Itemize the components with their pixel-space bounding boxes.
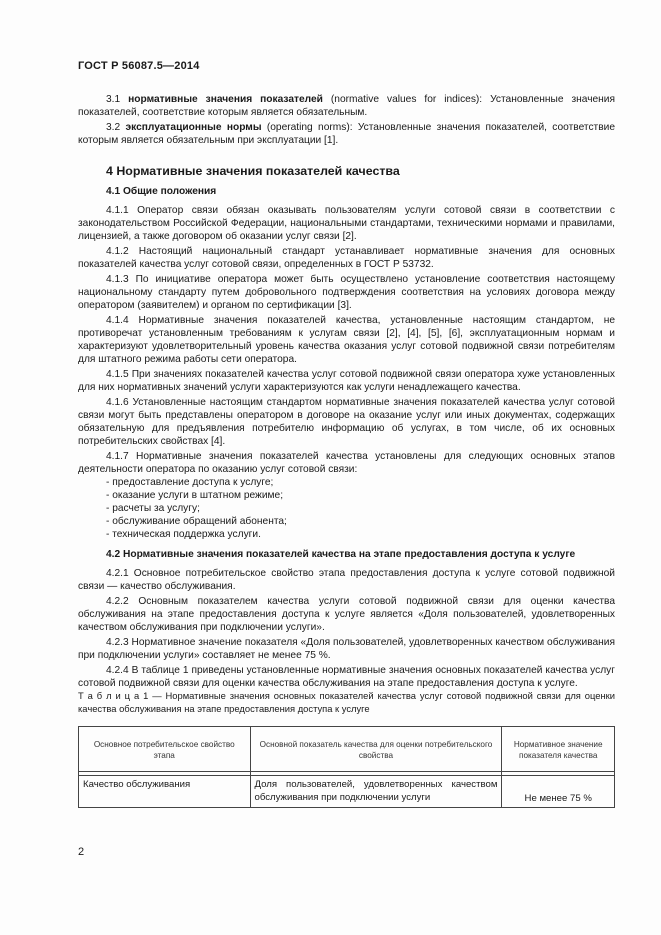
document-code-header: ГОСТ Р 56087.5—2014 <box>78 60 200 72</box>
paragraph-4-1-5: 4.1.5 При значениях показателей качества услуг сотовой подвижной связи оператора хуже установленных для них нормативных значений услуги характеризуются как услуги ненадлежащего качества. <box>78 369 615 393</box>
table-header-row <box>79 727 615 772</box>
list-item: - техническая поддержка услуги. <box>106 529 261 540</box>
definition-term: нормативные значения показателей <box>128 94 323 105</box>
paragraph-4-1-7: 4.1.7 Нормативные значения показателей качества установлены для следующих основных этапов деятельности оператора по оказанию услуг сотовой связи: <box>78 451 615 475</box>
paragraph-4-2-4: 4.2.4 В таблице 1 приведены установленные нормативные значения основных показателей качества услуг сотовой подвижной связи для оценки качества обслуживания на этапе предоставления доступа к услуге. <box>78 665 615 689</box>
section-4-title: 4 Нормативные значения показателей качества <box>106 164 400 178</box>
definition-number: 3.2 <box>106 122 121 133</box>
paragraph-4-1-4: 4.1.4 Нормативные значения показателей качества, установленные настоящим стандартом, не противоречат установленным требованиям к услугам связи [2], [4], [5], [6], эксплуатационным нормам и характеризуют удовлетворительный уровень качества оказания услуг сотовой подвижной связи потребителям для штатного режима работы сети оператора. <box>78 315 615 365</box>
paragraph-4-1-1: 4.1.1 Оператор связи обязан оказывать пользователям услуги сотовой связи в соответствии с законодательством Российской Федерации, национальными стандартами, техническими нормами и правилами, лицензией, а также договором об оказании услуг связи [2]. <box>78 205 615 242</box>
paragraph-4-1-2: 4.1.2 Настоящий национальный стандарт устанавливает нормативные значения для основных показателей качества услуг сотовой связи, определенных в ГОСТ Р 53732. <box>78 246 615 270</box>
cell-indicator: Доля пользователей, удовлетворенных качеством обслуживания при подключении услуги <box>250 776 502 808</box>
page-number: 2 <box>78 846 85 858</box>
activity-stages-list <box>78 476 615 541</box>
list-item: - расчеты за услугу; <box>106 503 200 514</box>
definition-3-2 <box>78 121 615 147</box>
list-item: - оказание услуги в штатном режиме; <box>106 490 284 501</box>
definition-3-1 <box>78 93 615 119</box>
table-1-caption: Т а б л и ц а 1 — Нормативные значения основных показателей качества услуг сотовой подвижной связи для оценки качества обслуживания на этапе предоставления доступа к услуге <box>78 690 615 714</box>
cell-value: Не менее 75 % <box>502 776 615 808</box>
paragraph-4-1-3: 4.1.3 По инициативе оператора может быть осуществлено установление соответствия настоящему национальному стандарту путем добровольного подтверждения соответствия на условиях договора между оператором (заявителем) и органом по сертификации [3]. <box>78 274 615 311</box>
definition-number: 3.1 <box>106 94 121 105</box>
column-header-indicator: Основной показатель качества для оценки потребительского свойства <box>250 727 502 772</box>
list-item: - обслуживание обращений абонента; <box>106 516 287 527</box>
paragraph-4-2-1: 4.2.1 Основное потребительское свойство этапа предоставления доступа к услуге сотовой подвижной связи — качество обслуживания. <box>78 568 615 592</box>
definition-term: эксплуатационные нормы <box>125 122 262 133</box>
column-header-value: Нормативное значение показателя качества <box>502 727 615 772</box>
definition-text: (operating norms): Установленные значения показателей, соответствие которым является обязательным при эксплуатации [1]. <box>78 122 615 146</box>
paragraph-4-1-6: 4.1.6 Установленные настоящим стандартом нормативные значения показателей качества услуг сотовой связи могут быть представлены оператором в договоре на оказание услуг или иных документах, содержащих обязательную для предъявления потребителю информацию об услугах, в том числе, об их основных потребительских свойствах [4]. <box>78 397 615 447</box>
subsection-4-1-title: 4.1 Общие положения <box>106 186 217 197</box>
definition-text: (normative values for indices): Установленные значения показателей, соответствие которым является обязательным. <box>78 94 616 118</box>
cell-property: Качество обслуживания <box>79 776 251 808</box>
column-header-property: Основное потребительское свойство этапа <box>79 727 251 772</box>
paragraph-4-2-2: 4.2.2 Основным показателем качества услуги сотовой подвижной связи для оценки качества обслуживания на этапе предоставления доступа к услуге является «Доля пользователей, удовлетворенных качеством обслуживания при подключении услуги». <box>78 596 615 633</box>
subsection-4-2-title: 4.2 Нормативные значения показателей качества на этапе предоставления доступа к услуге <box>106 549 576 560</box>
table-row <box>79 776 615 808</box>
paragraph-4-2-3: 4.2.3 Нормативное значение показателя «Доля пользователей, удовлетворенных качеством обслуживания при подключении услуги» составляет не менее 75 %. <box>78 637 615 661</box>
list-item: - предоставление доступа к услуге; <box>106 477 274 488</box>
document-body <box>78 93 615 808</box>
table-1 <box>78 726 615 808</box>
